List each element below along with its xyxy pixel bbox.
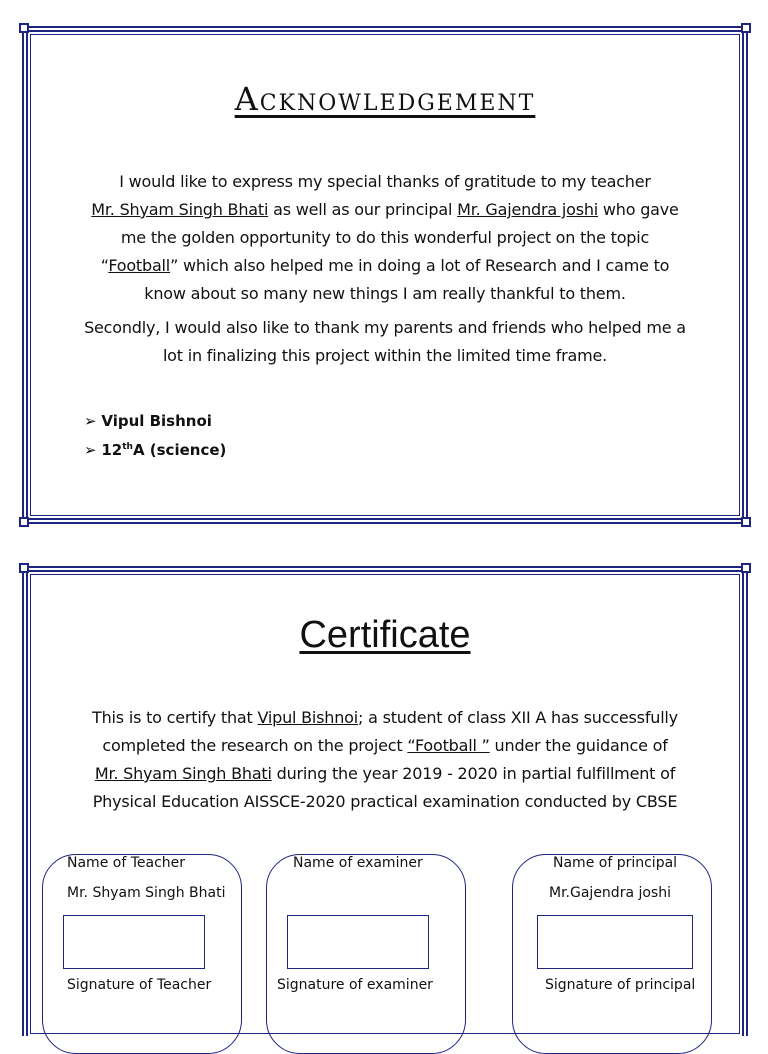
examiner-signature-box [266,854,466,1054]
text-line: I would like to express my special thanks of gratitude to my teacher [119,172,651,191]
project-name: “Football ” [407,736,490,755]
certificate-body [58,704,712,816]
text-line: “Football” which also helped me in doing a lot of Research and I came to [100,256,670,275]
examiner-signature-field[interactable] [287,915,429,969]
teacher-signature-field[interactable] [63,915,205,969]
acknowledgement-paragraph-2 [58,314,712,370]
teacher-name: Mr. Shyam Singh Bhati [91,200,269,219]
corner-ornament [741,23,751,33]
teacher-signature-box [42,854,242,1054]
topic-name: Football [108,256,171,275]
student-info-list [84,408,226,463]
teacher-label: Name of Teacher [67,855,186,871]
text-line: Mr. Shyam Singh Bhati as well as our principal Mr. Gajendra joshi who gave [91,200,679,219]
principal-label: Name of principal [553,855,678,871]
teacher-name: Mr. Shyam Singh Bhati [94,764,272,783]
principal-person: Mr.Gajendra joshi [549,885,671,901]
principal-signature-box [512,854,712,1054]
acknowledgement-title: Acknowledgement [234,80,536,118]
teacher-signature-caption: Signature of Teacher [67,977,212,993]
student-name: Vipul Bishnoi [257,708,359,727]
corner-ornament [19,517,29,527]
acknowledgement-paragraph-1 [58,168,712,308]
corner-ornament [19,563,29,573]
corner-ornament [741,563,751,573]
examiner-label: Name of examiner [293,855,423,871]
text-line: lot in finalizing this project within the limited time frame. [162,346,608,365]
student-name: ➢ Vipul Bishnoi [84,408,226,434]
teacher-person: Mr. Shyam Singh Bhati [67,885,226,901]
text-line: Physical Education AISSCE-2020 practical examination conducted by CBSE [92,792,678,811]
certificate-title: Certificate [299,614,471,656]
text-line: Mr. Shyam Singh Bhati during the year 2019 - 2020 in partial fulfillment of [94,764,676,783]
corner-ornament [741,517,751,527]
principal-signature-caption: Signature of principal [545,977,696,993]
text-line: know about so many new things I am really thankful to them. [144,284,626,303]
examiner-signature-caption: Signature of examiner [277,977,433,993]
text-line: me the golden opportunity to do this wonderful project on the topic [120,228,650,247]
certificate-page [22,566,748,1036]
principal-name: Mr. Gajendra joshi [457,200,599,219]
acknowledgement-page [22,26,748,524]
principal-signature-field[interactable] [537,915,693,969]
student-class: ➢ 12thA (science) [84,434,226,463]
text-line: Secondly, I would also like to thank my parents and friends who helped me a [84,318,686,337]
text-line: This is to certify that Vipul Bishnoi; a student of class XII A has successfully [92,708,678,727]
corner-ornament [19,23,29,33]
text-line: completed the research on the project “Football ” under the guidance of [102,736,668,755]
